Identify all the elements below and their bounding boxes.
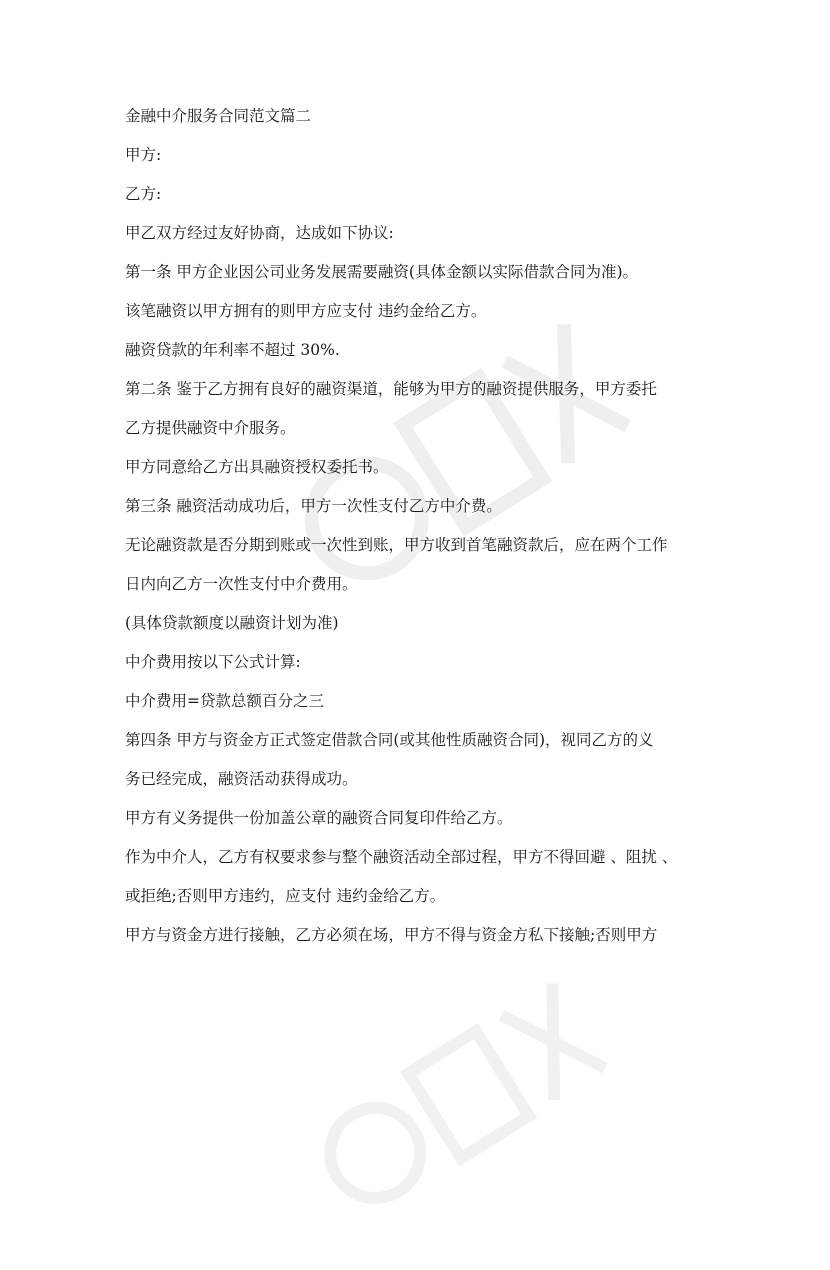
contract-paragraph: [125, 925, 715, 945]
paragraph-line: 务已经完成，融资活动获得成功。: [125, 770, 358, 788]
paragraph-line: 作为中介人，乙方有权要求参与整个融资活动全部过程，甲方不得回避 、阻扰 、: [125, 848, 678, 866]
paragraph-line: 该笔融资以甲方拥有的则甲方应支付 违约金给乙方。: [125, 302, 487, 320]
contract-clauses: [125, 223, 715, 945]
paragraph-line: 第一条 甲方企业因公司业务发展需要融资(具体金额以实际借款合同为准)。: [125, 263, 639, 281]
paragraph-line: 甲乙双方经过友好协商，达成如下协议:: [125, 224, 394, 242]
paragraph-line: 第四条 甲方与资金方正式签定借款合同(或其他性质融资合同)，视同乙方的义: [125, 731, 654, 749]
contract-paragraph: [125, 340, 715, 360]
watermark-logo-icon: [271, 930, 648, 1269]
contract-paragraph: [125, 535, 715, 594]
party-b-label: 乙方:: [125, 185, 162, 203]
paragraph-line: 或拒绝;否则甲方违约，应支付 违约金给乙方。: [125, 887, 446, 905]
contract-paragraph: [125, 847, 715, 906]
contract-paragraph: [125, 262, 715, 282]
paragraph-line: 甲方同意给乙方出具融资授权委托书。: [125, 458, 389, 476]
paragraph-line: 中介费用=贷款总额百分之三: [125, 692, 324, 710]
paragraph-line: 乙方提供融资中介服务。: [125, 419, 296, 437]
paragraph-line: 融资贷款的年利率不超过 30%.: [125, 341, 340, 359]
paragraph-line: 第二条 鉴于乙方拥有良好的融资渠道，能够为甲方的融资提供服务，甲方委托: [125, 380, 657, 398]
paragraph-line: 中介费用按以下公式计算:: [125, 653, 301, 671]
paragraph-line: 甲方有义务提供一份加盖公章的融资合同复印件给乙方。: [125, 809, 513, 827]
party-a-label: 甲方:: [125, 146, 162, 164]
contract-paragraph: [125, 379, 715, 438]
paragraph-line: 第三条 融资活动成功后，甲方一次性支付乙方中介费。: [125, 497, 502, 515]
contract-paragraph: [125, 223, 715, 243]
paragraph-line: 无论融资款是否分期到账或一次性到账，甲方收到首笔融资款后，应在两个工作: [125, 536, 668, 554]
document-title: 金融中介服务合同范文篇二: [125, 107, 312, 125]
paragraph-line: 甲方与资金方进行接触，乙方必须在场，甲方不得与资金方私下接触;否则甲方: [125, 926, 658, 944]
contract-paragraph: [125, 457, 715, 477]
contract-paragraph: [125, 613, 715, 633]
contract-paragraph: [125, 301, 715, 321]
contract-paragraph: [125, 730, 715, 789]
document-body: [125, 106, 715, 964]
contract-paragraph: [125, 691, 715, 711]
contract-paragraph: [125, 496, 715, 516]
contract-paragraph: [125, 652, 715, 672]
paragraph-line: 日内向乙方一次性支付中介费用。: [125, 575, 358, 593]
paragraph-line: (具体贷款额度以融资计划为准): [125, 614, 339, 632]
contract-paragraph: [125, 808, 715, 828]
